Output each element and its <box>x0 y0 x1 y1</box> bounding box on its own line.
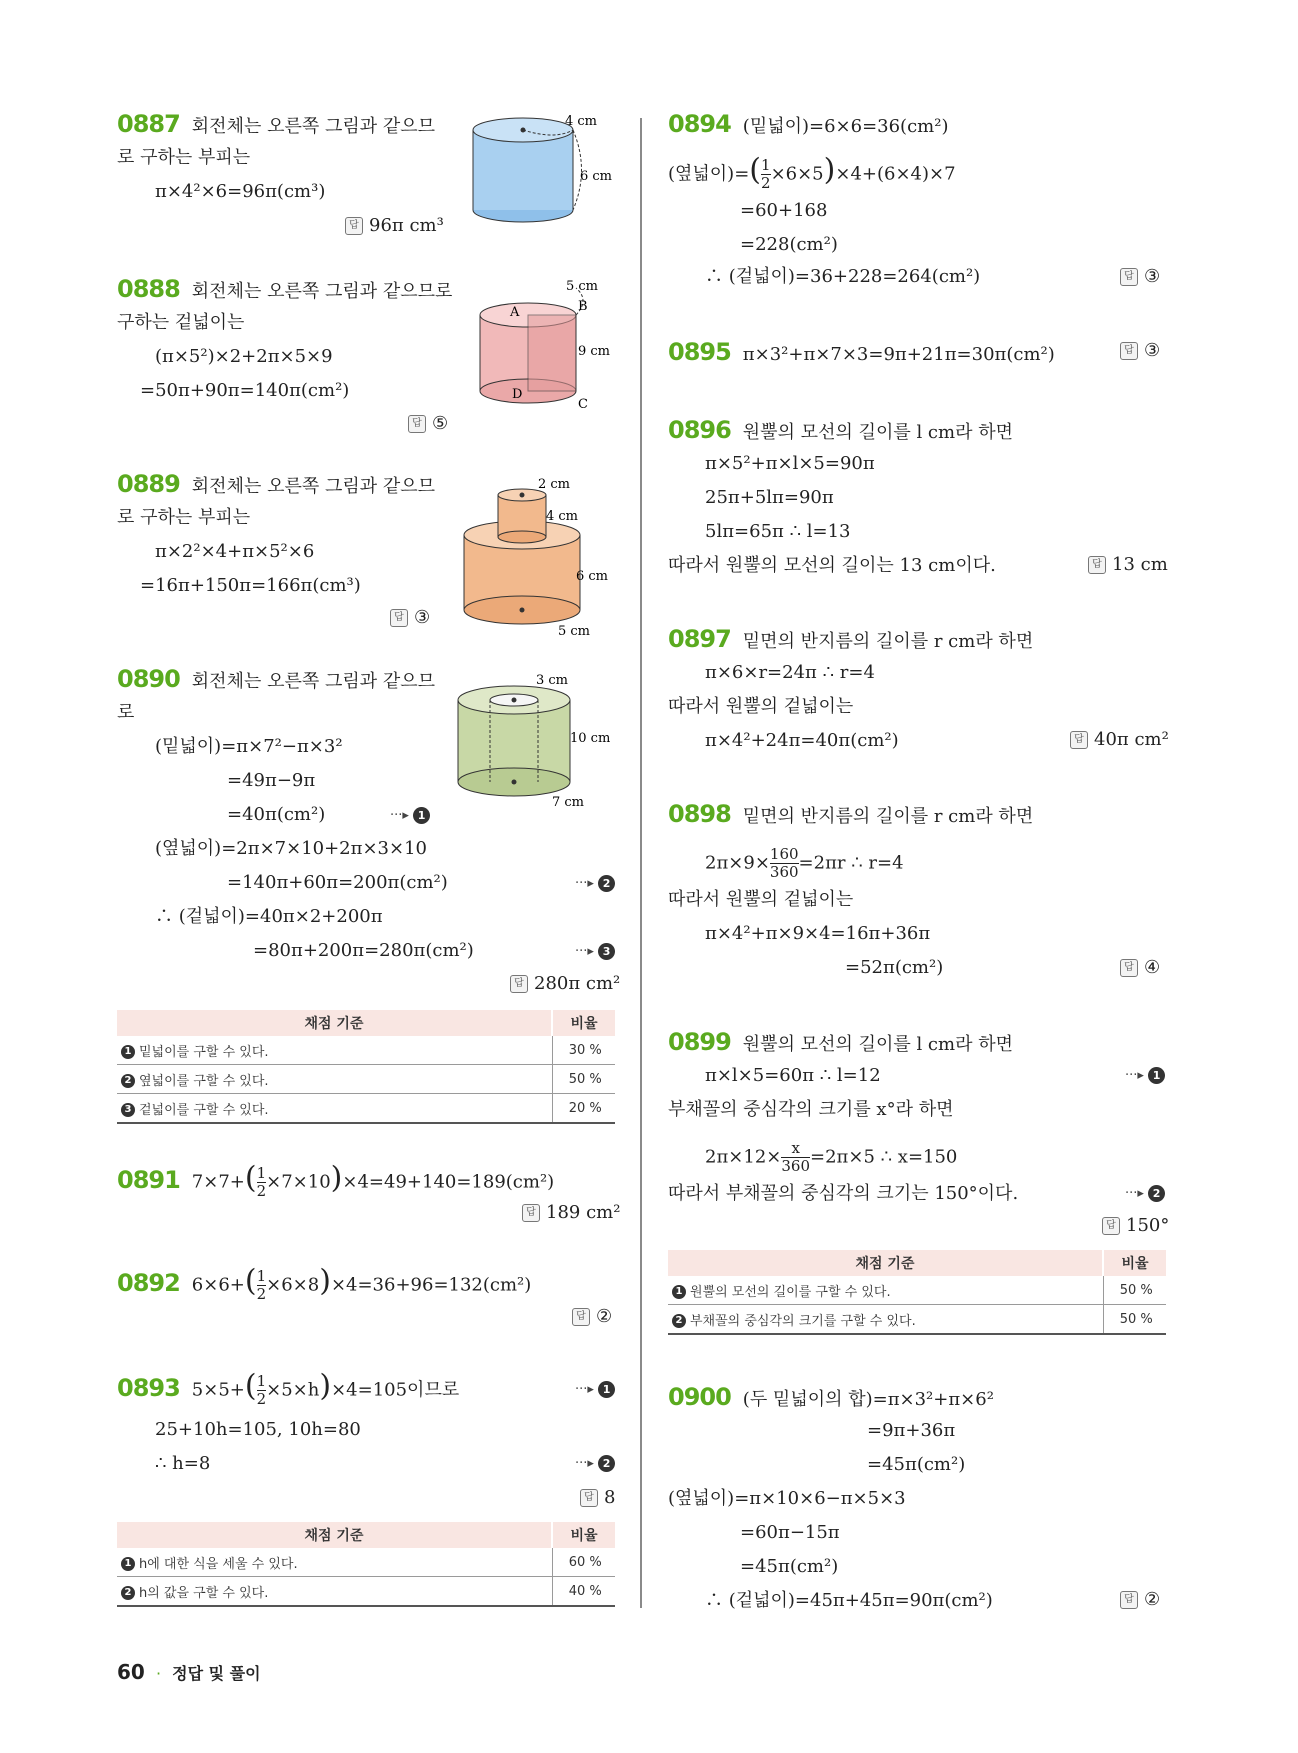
problem-number: 0896 <box>668 416 731 444</box>
answer-icon: 답 <box>522 1204 540 1222</box>
hollow-cylinder-figure <box>452 672 620 812</box>
fraction: $\frac{1}{2}$ <box>761 156 771 192</box>
cylinder-figure <box>470 280 620 415</box>
table-row: 1 원뿔의 모선의 길이를 구할 수 있다. 50 % <box>668 1276 1166 1305</box>
problem-number: 0898 <box>668 800 731 828</box>
scoring-table: 채점 기준 비율 1 원뿔의 모선의 길이를 구할 수 있다. 50 % 2 부채꼴의 중심각의 크기를 구할 수 있다. 50 % <box>668 1250 1166 1335</box>
answer: 답 96π cm³ <box>345 215 444 236</box>
answer: 답 ⑤ <box>408 413 448 434</box>
answer: 답 ② <box>572 1306 612 1327</box>
svg-text:10 cm: 10 cm <box>570 731 611 746</box>
step-marker-3: ···▸ 3 <box>575 943 615 960</box>
table-row: 2 옆넓이를 구할 수 있다. 50 % <box>117 1065 615 1094</box>
svg-text:A: A <box>510 305 520 320</box>
stacked-cylinder-figure <box>458 475 618 645</box>
answer: 답 40π cm² <box>1070 729 1169 750</box>
svg-text:7 cm: 7 cm <box>552 795 585 810</box>
answer-icon: 답 <box>580 1489 598 1507</box>
answer-icon: 답 <box>1120 1591 1138 1609</box>
answer: 답 ③ <box>1120 340 1160 361</box>
step-marker-2: ···▸ 2 <box>1125 1185 1165 1202</box>
answer: 답 ④ <box>1120 957 1160 978</box>
problem-number: 0897 <box>668 625 731 653</box>
svg-text:6 cm: 6 cm <box>580 169 613 184</box>
fraction: $\frac{1}{2}$ <box>256 1372 267 1408</box>
answer: 답 ② <box>1120 1589 1160 1610</box>
problem-number: 0892 <box>117 1268 180 1297</box>
svg-text:9 cm: 9 cm <box>578 344 611 359</box>
page-footer: 60 · 정답 및 풀이 <box>117 1660 261 1684</box>
problem-number: 0900 <box>668 1383 731 1411</box>
svg-text:5 cm: 5 cm <box>558 624 591 639</box>
step-marker-1: ···▸ 1 <box>575 1381 615 1398</box>
answer: 답 13 cm <box>1088 554 1168 575</box>
answer-icon: 답 <box>1120 342 1138 360</box>
scoring-table: 채점 기준 비율 1 밑넓이를 구할 수 있다. 30 % 2 옆넓이를 구할 수 있다. 50 % 3 겉넓이를 구할 수 있다. 20 % <box>117 1010 615 1124</box>
svg-text:D: D <box>512 387 523 402</box>
fraction: $\frac{x}{360}$ <box>781 1139 810 1175</box>
table-row: 1 h에 대한 식을 세울 수 있다. 60 % <box>117 1548 615 1577</box>
table-row: 1 밑넓이를 구할 수 있다. 30 % <box>117 1036 615 1065</box>
answer: 답 ③ <box>390 607 430 628</box>
svg-text:4 cm: 4 cm <box>546 509 579 524</box>
svg-text:3 cm: 3 cm <box>536 673 569 688</box>
svg-text:6 cm: 6 cm <box>576 569 609 584</box>
answer-icon: 답 <box>1120 268 1138 286</box>
answer-icon: 답 <box>1088 556 1106 574</box>
problem-number: 0899 <box>668 1028 731 1056</box>
answer-icon: 답 <box>345 217 363 235</box>
answer: 답 280π cm² <box>510 973 620 994</box>
answer-icon: 답 <box>408 415 426 433</box>
problem-number: 0891 <box>117 1165 180 1194</box>
problem-number: 0888 <box>117 275 180 303</box>
answer-icon: 답 <box>1120 959 1138 977</box>
answer-icon: 답 <box>1070 731 1088 749</box>
answer-icon: 답 <box>510 975 528 993</box>
answer: 답 ③ <box>1120 266 1160 287</box>
problem-number: 0893 <box>117 1373 180 1402</box>
scoring-table: 채점 기준 비율 1 h에 대한 식을 세울 수 있다. 60 % 2 h의 값을 구할 수 있다. 40 % <box>117 1522 615 1607</box>
svg-text:C: C <box>578 397 588 412</box>
table-row: 3 겉넓이를 구할 수 있다. 20 % <box>117 1094 615 1124</box>
problem-number: 0887 <box>117 110 180 138</box>
step-marker-2: ···▸ 2 <box>575 1455 615 1472</box>
svg-text:5 cm: 5 cm <box>566 280 599 294</box>
svg-text:2 cm: 2 cm <box>538 477 571 492</box>
answer-icon: 답 <box>572 1308 590 1326</box>
fraction: $\frac{1}{2}$ <box>256 1267 267 1303</box>
fraction: $\frac{1}{2}$ <box>256 1164 267 1200</box>
svg-text:4 cm: 4 cm <box>565 114 598 129</box>
answer-icon: 답 <box>1102 1217 1120 1235</box>
answer: 답 150° <box>1102 1215 1169 1236</box>
fraction: $\frac{160}{360}$ <box>769 845 799 881</box>
step-marker-1: ···▸ 1 <box>1125 1067 1165 1084</box>
problem-number: 0895 <box>668 338 731 366</box>
answer: 답 8 <box>580 1487 615 1508</box>
page-number: 60 <box>117 1660 145 1684</box>
problem-number: 0894 <box>668 110 731 138</box>
table-row: 2 h의 값을 구할 수 있다. 40 % <box>117 1577 615 1607</box>
cylinder-figure <box>465 110 615 240</box>
svg-text:B: B <box>578 299 588 314</box>
problem-number: 0890 <box>117 665 180 693</box>
column-divider <box>640 118 642 1608</box>
answer: 답 189 cm² <box>522 1202 620 1223</box>
answer-icon: 답 <box>390 609 408 627</box>
table-row: 2 부채꼴의 중심각의 크기를 구할 수 있다. 50 % <box>668 1305 1166 1335</box>
step-marker-2: ···▸ 2 <box>575 875 615 892</box>
problem-number: 0889 <box>117 470 180 498</box>
step-marker-1: ···▸ 1 <box>390 807 430 824</box>
